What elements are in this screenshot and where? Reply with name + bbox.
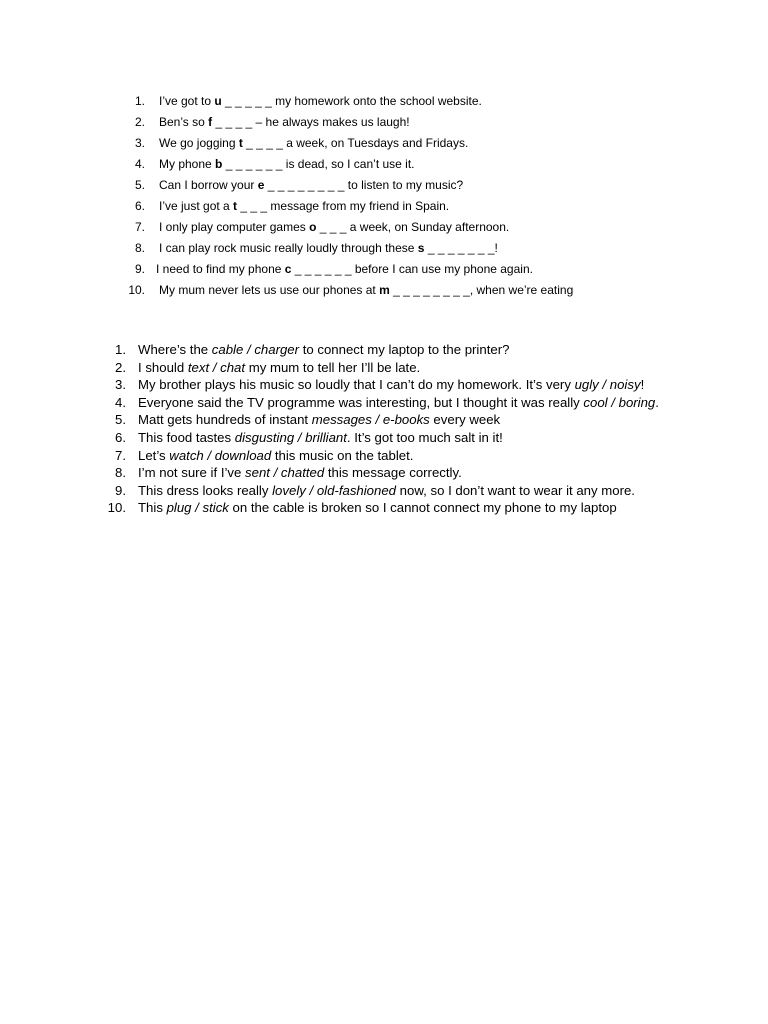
item-number: 4. xyxy=(115,394,126,410)
item-text xyxy=(159,154,415,175)
exercise2-item xyxy=(0,411,768,429)
item-number: 3. xyxy=(134,136,145,150)
text-before: Where’s the xyxy=(138,342,212,357)
text-before: This xyxy=(138,500,167,516)
exercise1-item xyxy=(0,238,768,259)
first-letter: m xyxy=(379,283,390,297)
item-text xyxy=(159,217,509,238)
item-number: 9. xyxy=(115,482,126,498)
word-choice: lovely / old-fashioned xyxy=(272,482,397,498)
exercise1-item xyxy=(0,217,768,238)
exercise1-item xyxy=(0,133,768,154)
text-before: Everyone said the TV programme was interesting, but I thought it was really xyxy=(138,394,584,410)
item-number: 4. xyxy=(134,157,145,171)
exercise2-list xyxy=(0,341,768,517)
text-before: This food tastes xyxy=(138,429,235,445)
exercise2-item xyxy=(0,341,768,359)
item-number: 7. xyxy=(115,447,126,463)
first-letter: c xyxy=(284,262,292,276)
item-number: 6. xyxy=(115,429,126,445)
text-before: My brother plays his music so loudly that I can’t do my homework. It’s very xyxy=(138,377,575,393)
item-text xyxy=(138,359,683,377)
text-after: _ _ _ _ _ my homework onto the school website. xyxy=(221,94,482,108)
word-choice: sent / chatted xyxy=(245,465,325,481)
item-text xyxy=(138,394,683,412)
word-choice: plug / stick xyxy=(166,500,229,516)
text-after: every week xyxy=(429,412,501,428)
item-text xyxy=(159,238,498,259)
text-after: _ _ _ _ _ _ before I can use my phone again. xyxy=(291,262,533,276)
exercise2-item xyxy=(0,464,768,482)
word-choice: cable / charger xyxy=(211,342,300,357)
text-after: on the cable is broken so I cannot connect my phone to my laptop xyxy=(228,500,617,516)
first-letter: f xyxy=(208,115,213,129)
item-text xyxy=(156,259,533,280)
text-after: now, so I don’t want to wear it any more. xyxy=(396,482,635,498)
first-letter: u xyxy=(214,94,222,108)
word-choice: watch / download xyxy=(169,447,272,463)
text-before: I can play rock music really loudly through these xyxy=(159,241,418,255)
item-text xyxy=(138,341,683,359)
item-number: 8. xyxy=(134,241,145,255)
item-text xyxy=(138,411,683,429)
item-number: 5. xyxy=(115,412,126,428)
item-number: 9. xyxy=(134,262,145,276)
text-after: this message correctly. xyxy=(324,465,462,481)
item-number: 3. xyxy=(115,377,126,393)
text-after: _ _ _ _ – he always makes us laugh! xyxy=(212,115,410,129)
item-text xyxy=(138,499,683,517)
item-text xyxy=(138,464,683,482)
word-choice: disgusting / brilliant xyxy=(234,429,347,445)
text-before: Ben’s so xyxy=(159,115,209,129)
exercise2-item xyxy=(0,482,768,500)
first-letter: e xyxy=(257,178,265,192)
item-text xyxy=(159,91,482,112)
text-after: . It’s got too much salt in it! xyxy=(346,429,503,445)
text-before: I’ve just got a xyxy=(159,199,234,213)
item-text xyxy=(138,429,683,447)
item-number: 1. xyxy=(115,342,126,357)
item-number: 2. xyxy=(115,359,126,375)
text-before: I’m not sure if I’ve xyxy=(138,465,246,481)
text-after: . xyxy=(655,394,659,410)
item-number: 6. xyxy=(134,199,145,213)
item-text xyxy=(138,376,683,394)
exercise2-item xyxy=(0,429,768,447)
first-letter: t xyxy=(238,136,243,150)
item-text xyxy=(159,112,410,133)
item-text xyxy=(159,196,449,217)
text-before: This dress looks really xyxy=(138,482,273,498)
exercise1-item xyxy=(0,280,768,301)
text-before: I’ve got to xyxy=(159,94,215,108)
exercise2-item xyxy=(0,376,768,394)
word-choice: ugly / noisy xyxy=(574,377,641,393)
item-number: 5. xyxy=(134,178,145,192)
text-before: Matt gets hundreds of instant xyxy=(138,412,312,428)
item-text xyxy=(159,280,573,301)
item-number: 7. xyxy=(134,220,145,234)
item-text xyxy=(138,482,683,500)
exercise2-item xyxy=(0,394,768,412)
exercise1-item xyxy=(0,259,768,280)
exercise2-item xyxy=(0,447,768,465)
exercise2-item xyxy=(0,499,768,517)
text-after: _ _ _ _ a week, on Tuesdays and Fridays. xyxy=(242,136,469,150)
item-number: 8. xyxy=(115,465,126,481)
exercise1-item xyxy=(0,91,768,112)
text-before: I need to find my phone xyxy=(156,262,285,276)
exercise1-item xyxy=(0,154,768,175)
item-number: 10. xyxy=(128,283,145,297)
text-after: _ _ _ _ _ _ is dead, so I can’t use it. xyxy=(222,157,415,171)
item-text xyxy=(159,175,463,196)
word-choice: cool / boring xyxy=(583,394,656,410)
text-after: _ _ _ message from my friend in Spain. xyxy=(237,199,450,213)
text-after: _ _ _ _ _ _ _ _, when we’re eating xyxy=(389,283,574,297)
exercise1-list xyxy=(0,91,768,301)
text-after: my mum to tell her I’ll be late. xyxy=(245,359,421,375)
text-after: _ _ _ _ _ _ _ _ to listen to my music? xyxy=(264,178,464,192)
item-number: 2. xyxy=(134,115,145,129)
item-number: 1. xyxy=(134,94,145,108)
text-before: My phone xyxy=(159,157,216,171)
word-choice: text / chat xyxy=(187,359,246,375)
text-after: _ _ _ _ _ _ _! xyxy=(424,241,498,255)
text-after: this music on the tablet. xyxy=(271,447,414,463)
text-before: I should xyxy=(138,359,188,375)
item-number: 10. xyxy=(107,500,126,516)
exercise1-item xyxy=(0,112,768,133)
first-letter: o xyxy=(309,220,317,234)
text-before: I only play computer games xyxy=(159,220,310,234)
first-letter: b xyxy=(215,157,223,171)
text-after: _ _ _ a week, on Sunday afternoon. xyxy=(316,220,510,234)
exercise2-item xyxy=(0,359,768,377)
text-before: Can I borrow your xyxy=(159,178,258,192)
text-after: ! xyxy=(640,377,645,393)
text-before: My mum never lets us use our phones at xyxy=(159,283,380,297)
word-choice: messages / e-books xyxy=(311,412,430,428)
item-text xyxy=(138,447,683,465)
first-letter: s xyxy=(417,241,425,255)
first-letter: t xyxy=(233,199,238,213)
text-before: We go jogging xyxy=(159,136,239,150)
text-before: Let’s xyxy=(138,447,170,463)
exercise1-item xyxy=(0,175,768,196)
text-after: to connect my laptop to the printer? xyxy=(299,342,510,357)
item-text xyxy=(159,133,468,154)
exercise1-item xyxy=(0,196,768,217)
